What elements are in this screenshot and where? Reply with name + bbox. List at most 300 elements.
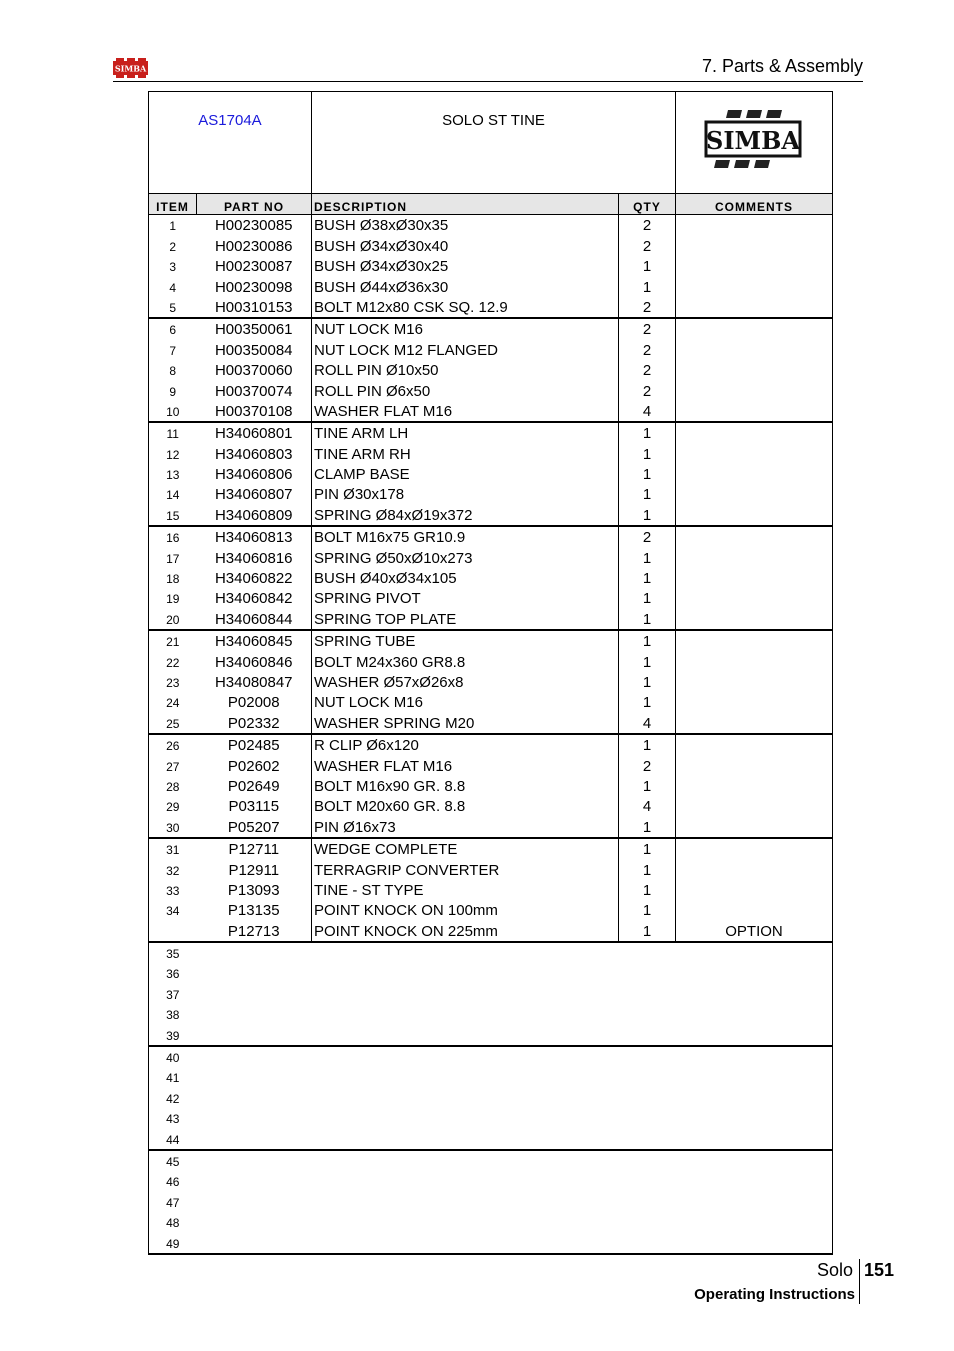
simba-header-logo (113, 58, 148, 78)
cell-part-no: P12711 (228, 841, 280, 859)
cell-comment (676, 776, 833, 796)
cell-description: SPRING TOP PLATE (312, 608, 619, 629)
cell-item: 1 (169, 219, 177, 234)
cell-description (312, 1108, 619, 1128)
cell-qty: 2 (619, 755, 676, 775)
assembly-title: SOLO ST TINE (312, 92, 676, 194)
table-row (149, 672, 833, 692)
cell-item: 21 (166, 635, 180, 650)
cell-part-no (197, 963, 312, 983)
cell-comment (676, 526, 833, 547)
cell-part-no: H00230085 (214, 217, 293, 235)
table-row (149, 651, 833, 671)
table-row (149, 504, 833, 525)
cell-item: 31 (166, 843, 180, 858)
table-row (149, 1046, 833, 1067)
cell-description: POINT KNOCK ON 225mm (312, 920, 619, 941)
cell-part-no: P13093 (227, 881, 280, 899)
cell-qty: 2 (619, 360, 676, 380)
cell-part-no: H34060844 (197, 608, 312, 629)
table-row (149, 712, 833, 733)
table-row (149, 1087, 833, 1107)
cell-qty (619, 1087, 676, 1107)
cell-item: 26 (166, 739, 180, 754)
cell-comment (676, 963, 833, 983)
cell-part-no (197, 1128, 312, 1149)
cell-part-no (197, 1191, 312, 1211)
cell-qty: 1 (619, 484, 676, 504)
cell-qty (619, 1108, 676, 1128)
cell-item: 11 (166, 427, 179, 442)
table-row (149, 630, 833, 651)
cell-part-no: H34060845 (214, 633, 293, 651)
table-row (149, 796, 833, 816)
logo-cell (676, 92, 833, 194)
cell-description: NUT LOCK M12 FLANGED (312, 339, 619, 359)
cell-description: WASHER FLAT M16 (312, 755, 619, 775)
cell-item: 38 (166, 1008, 180, 1023)
cell-part-no (197, 1004, 312, 1024)
table-row (149, 859, 833, 879)
cell-item: 48 (166, 1216, 180, 1231)
table-row (149, 1191, 833, 1211)
cell-comment (676, 464, 833, 484)
cell-qty (619, 1171, 676, 1191)
cell-qty: 1 (619, 276, 676, 296)
cell-qty: 1 (619, 608, 676, 629)
cell-comment (676, 672, 833, 692)
cell-item: 12 (166, 447, 180, 462)
cell-comment (676, 568, 833, 588)
cell-qty: 2 (619, 297, 676, 318)
cell-description: TERRAGRIP CONVERTER (312, 859, 619, 879)
table-row (149, 608, 833, 629)
table-row (149, 422, 833, 443)
table-row (149, 816, 833, 837)
cell-comment (676, 504, 833, 525)
cell-description: PIN Ø30x178 (312, 484, 619, 504)
cell-item: 5 (149, 297, 197, 318)
cell-qty: 1 (619, 443, 676, 463)
cell-qty: 2 (619, 235, 676, 255)
cell-description: PIN Ø16x73 (312, 816, 619, 837)
cell-qty: 4 (619, 401, 676, 422)
cell-item: 39 (149, 1024, 197, 1045)
cell-description: BUSH Ø44xØ36x30 (312, 276, 619, 296)
cell-description: BUSH Ø34xØ30x25 (312, 256, 619, 276)
footer-divider (859, 1259, 860, 1304)
col-header-comments: COMMENTS (676, 194, 833, 215)
cell-comment (676, 1024, 833, 1045)
table-row (149, 1150, 833, 1171)
cell-comment (676, 1128, 833, 1149)
cell-description: BUSH Ø34xØ30x40 (312, 235, 619, 255)
cell-description: SPRING Ø84xØ19x372 (312, 504, 619, 525)
cell-item: 36 (166, 967, 180, 982)
cell-item: 17 (166, 551, 180, 566)
cell-item: 23 (166, 675, 180, 690)
cell-part-no: H34060803 (214, 445, 293, 463)
svg-text:SIMBA: SIMBA (705, 126, 801, 155)
cell-qty: 1 (619, 838, 676, 859)
footer-product: Solo (817, 1260, 854, 1280)
cell-part-no (197, 1024, 312, 1045)
cell-qty: 1 (619, 547, 676, 567)
cell-qty (619, 1067, 676, 1087)
cell-qty (619, 1004, 676, 1024)
cell-item: 25 (149, 712, 197, 733)
cell-part-no: P05207 (197, 816, 312, 837)
table-row (149, 692, 833, 712)
cell-part-no (197, 1171, 312, 1191)
cell-qty (619, 1150, 676, 1171)
cell-part-no: H00230098 (214, 278, 293, 296)
cell-part-no: P03115 (228, 798, 280, 816)
cell-comment (676, 276, 833, 296)
table-row (149, 755, 833, 775)
cell-qty: 4 (619, 712, 676, 733)
cell-comment (676, 816, 833, 837)
cell-part-no: H34060816 (214, 549, 293, 567)
cell-part-no: H00350084 (214, 341, 293, 359)
cell-description: BOLT M16x75 GR10.9 (312, 526, 619, 547)
cell-comment (676, 215, 833, 236)
cell-comment (676, 1171, 833, 1191)
cell-comment (676, 1046, 833, 1067)
cell-description: BUSH Ø40xØ34x105 (312, 568, 619, 588)
cell-part-no: P13135 (227, 902, 280, 920)
cell-qty: 2 (619, 215, 676, 236)
cell-comment (676, 942, 833, 963)
cell-item: 49 (149, 1232, 197, 1253)
cell-qty: 1 (619, 880, 676, 900)
table-row (149, 401, 833, 422)
cell-part-no (197, 1108, 312, 1128)
table-row (149, 256, 833, 276)
table-row (149, 920, 833, 941)
table-row (149, 1212, 833, 1232)
cell-item: 3 (169, 260, 177, 275)
cell-item: 28 (166, 779, 180, 794)
cell-description: SPRING TUBE (312, 630, 619, 651)
footer-subtitle: Operating Instructions (694, 1286, 855, 1303)
cell-description (312, 1232, 619, 1253)
cell-item: 45 (166, 1154, 180, 1169)
table-row (149, 942, 833, 963)
cell-comment (676, 692, 833, 712)
cell-part-no: H00370060 (214, 362, 293, 380)
table-row (149, 215, 833, 236)
cell-item: 10 (149, 401, 197, 422)
cell-comment (676, 838, 833, 859)
cell-part-no (197, 1150, 312, 1171)
cell-qty: 1 (619, 692, 676, 712)
cell-comment (676, 880, 833, 900)
table-row (149, 963, 833, 983)
cell-qty: 1 (619, 859, 676, 879)
col-header-qty: QTY (619, 194, 676, 215)
cell-item: 27 (166, 759, 180, 774)
cell-description: WASHER FLAT M16 (312, 401, 619, 422)
cell-part-no (197, 983, 312, 1003)
cell-comment (676, 1004, 833, 1024)
svg-text:SIMBA: SIMBA (114, 63, 147, 74)
table-row (149, 776, 833, 796)
table-row (149, 880, 833, 900)
cell-part-no: H34060807 (214, 486, 293, 504)
cell-qty: 2 (619, 526, 676, 547)
cell-qty: 1 (619, 504, 676, 525)
cell-part-no: H00230087 (214, 258, 293, 276)
cell-comment (676, 401, 833, 422)
cell-comment (676, 983, 833, 1003)
table-row (149, 235, 833, 255)
cell-description: CLAMP BASE (312, 464, 619, 484)
cell-description: POINT KNOCK ON 100mm (312, 900, 619, 920)
cell-item: 32 (166, 863, 180, 878)
cell-comment (676, 608, 833, 629)
cell-qty (619, 963, 676, 983)
cell-qty: 1 (619, 900, 676, 920)
table-row (149, 276, 833, 296)
cell-part-no (197, 1232, 312, 1253)
cell-item: 47 (166, 1195, 180, 1210)
cell-qty: 1 (619, 588, 676, 608)
cell-qty: 2 (619, 380, 676, 400)
cell-description (312, 1150, 619, 1171)
table-row (149, 360, 833, 380)
cell-part-no: H00350061 (214, 321, 293, 339)
cell-comment (676, 380, 833, 400)
cell-description (312, 963, 619, 983)
table-row (149, 1108, 833, 1128)
cell-item: 40 (166, 1051, 180, 1066)
cell-part-no: H34080847 (214, 673, 293, 691)
table-row (149, 1171, 833, 1191)
cell-comment: OPTION (676, 920, 833, 941)
cell-qty (619, 1232, 676, 1253)
cell-qty: 1 (619, 256, 676, 276)
table-row (149, 443, 833, 463)
cell-description (312, 1067, 619, 1087)
table-row (149, 983, 833, 1003)
col-header-item: ITEM (149, 194, 197, 215)
cell-qty: 2 (619, 339, 676, 359)
cell-part-no (197, 1067, 312, 1087)
cell-part-no: H34060806 (214, 466, 293, 484)
cell-description: ROLL PIN Ø10x50 (312, 360, 619, 380)
cell-description: TINE - ST TYPE (312, 880, 619, 900)
cell-comment (676, 256, 833, 276)
cell-description (312, 1004, 619, 1024)
cell-description: ROLL PIN Ø6x50 (312, 380, 619, 400)
cell-comment (676, 712, 833, 733)
cell-qty (619, 1128, 676, 1149)
cell-qty (619, 983, 676, 1003)
cell-part-no (197, 1087, 312, 1107)
cell-description: BOLT M12x80 CSK SQ. 12.9 (312, 297, 619, 318)
table-row (149, 734, 833, 755)
table-row (149, 297, 833, 318)
cell-comment (676, 1150, 833, 1171)
cell-description (312, 942, 619, 963)
cell-qty: 1 (619, 568, 676, 588)
cell-comment (676, 1067, 833, 1087)
cell-part-no: P02602 (227, 757, 280, 775)
cell-qty: 1 (619, 920, 676, 941)
cell-part-no: H34060813 (214, 529, 293, 547)
cell-description: WASHER Ø57xØ26x8 (312, 672, 619, 692)
cell-item: 9 (169, 384, 177, 399)
cell-item: 46 (166, 1175, 180, 1190)
cell-qty: 1 (619, 422, 676, 443)
cell-part-no: H00370108 (197, 401, 312, 422)
table-row (149, 526, 833, 547)
cell-part-no: P12911 (228, 861, 280, 879)
cell-item: 37 (166, 987, 180, 1002)
cell-comment (676, 630, 833, 651)
cell-part-no: H34060822 (214, 570, 293, 588)
cell-comment (676, 1108, 833, 1128)
cell-part-no: H34060842 (214, 590, 293, 608)
cell-part-no (197, 942, 312, 963)
cell-description: BOLT M16x90 GR. 8.8 (312, 776, 619, 796)
simba-logo-icon (704, 108, 804, 172)
cell-comment (676, 484, 833, 504)
cell-qty: 1 (619, 630, 676, 651)
cell-comment (676, 297, 833, 318)
cell-qty (619, 1046, 676, 1067)
cell-description: SPRING PIVOT (312, 588, 619, 608)
cell-qty (619, 942, 676, 963)
cell-comment (676, 443, 833, 463)
table-row (149, 484, 833, 504)
cell-item: 16 (166, 531, 180, 546)
cell-description (312, 1128, 619, 1149)
cell-item: 29 (166, 800, 180, 815)
cell-comment (676, 859, 833, 879)
cell-item: 43 (166, 1112, 180, 1127)
page-number: 151 (864, 1260, 895, 1280)
cell-comment (676, 235, 833, 255)
cell-part-no: H00370074 (214, 382, 293, 400)
table-row (149, 1024, 833, 1045)
cell-item: 44 (149, 1128, 197, 1149)
cell-item: 15 (149, 504, 197, 525)
cell-item: 24 (166, 696, 180, 711)
cell-description: BOLT M20x60 GR. 8.8 (312, 796, 619, 816)
cell-qty: 1 (619, 816, 676, 837)
cell-part-no (197, 1046, 312, 1067)
cell-qty (619, 1024, 676, 1045)
cell-qty: 4 (619, 796, 676, 816)
cell-item: 22 (166, 655, 180, 670)
table-row (149, 547, 833, 567)
cell-qty: 1 (619, 776, 676, 796)
cell-item: 14 (166, 488, 180, 503)
cell-comment (676, 318, 833, 339)
cell-part-no: H00230086 (214, 237, 293, 255)
header-divider (113, 81, 863, 82)
cell-item: 35 (166, 947, 180, 962)
cell-part-no: H34060801 (214, 425, 293, 443)
cell-description (312, 1024, 619, 1045)
cell-comment (676, 796, 833, 816)
table-row (149, 1232, 833, 1253)
cell-part-no: H34060809 (197, 504, 312, 525)
table-row (149, 838, 833, 859)
cell-description: NUT LOCK M16 (312, 692, 619, 712)
cell-description: BOLT M24x360 GR8.8 (312, 651, 619, 671)
cell-part-no: P02485 (227, 737, 280, 755)
cell-item: 42 (166, 1091, 180, 1106)
cell-description: SPRING Ø50xØ10x273 (312, 547, 619, 567)
cell-description: BUSH Ø38xØ30x35 (312, 215, 619, 236)
cell-description: WASHER SPRING M20 (312, 712, 619, 733)
cell-comment (676, 900, 833, 920)
cell-part-no: P12713 (197, 920, 312, 941)
table-row (149, 1004, 833, 1024)
cell-qty: 1 (619, 464, 676, 484)
cell-item: 34 (166, 904, 180, 919)
cell-qty (619, 1191, 676, 1211)
cell-item (149, 920, 197, 941)
table-row (149, 380, 833, 400)
cell-comment (676, 1191, 833, 1211)
section-title: 7. Parts & Assembly (701, 56, 863, 76)
cell-description: TINE ARM RH (312, 443, 619, 463)
cell-comment (676, 1212, 833, 1232)
cell-item: 20 (149, 608, 197, 629)
cell-description (312, 983, 619, 1003)
cell-item: 7 (169, 343, 177, 358)
cell-item: 33 (166, 883, 180, 898)
col-header-description: DESCRIPTION (312, 194, 619, 215)
cell-comment (676, 1232, 833, 1253)
cell-description (312, 1191, 619, 1211)
cell-part-no: P02332 (197, 712, 312, 733)
cell-item: 18 (166, 572, 180, 587)
cell-description: R CLIP Ø6x120 (312, 734, 619, 755)
cell-part-no: P02649 (227, 777, 280, 795)
table-row (149, 1067, 833, 1087)
table-row (149, 318, 833, 339)
parts-table (148, 91, 833, 1255)
cell-item: 41 (166, 1071, 180, 1086)
cell-part-no (197, 1212, 312, 1232)
cell-part-no: H34060846 (214, 653, 293, 671)
cell-description (312, 1171, 619, 1191)
cell-qty: 2 (619, 318, 676, 339)
cell-item: 13 (166, 468, 180, 483)
cell-item: 2 (169, 239, 177, 254)
cell-part-no: P02008 (227, 694, 280, 712)
cell-qty: 1 (619, 672, 676, 692)
cell-description (312, 1087, 619, 1107)
cell-comment (676, 422, 833, 443)
col-header-part-no: PART NO (197, 194, 312, 215)
cell-qty: 1 (619, 734, 676, 755)
cell-qty: 1 (619, 651, 676, 671)
cell-comment (676, 651, 833, 671)
cell-description: WEDGE COMPLETE (312, 838, 619, 859)
cell-description: NUT LOCK M16 (312, 318, 619, 339)
assembly-code: AS1704A (149, 92, 312, 194)
cell-part-no: H00310153 (197, 297, 312, 318)
table-row (149, 568, 833, 588)
cell-item: 19 (166, 592, 180, 607)
cell-comment (676, 734, 833, 755)
